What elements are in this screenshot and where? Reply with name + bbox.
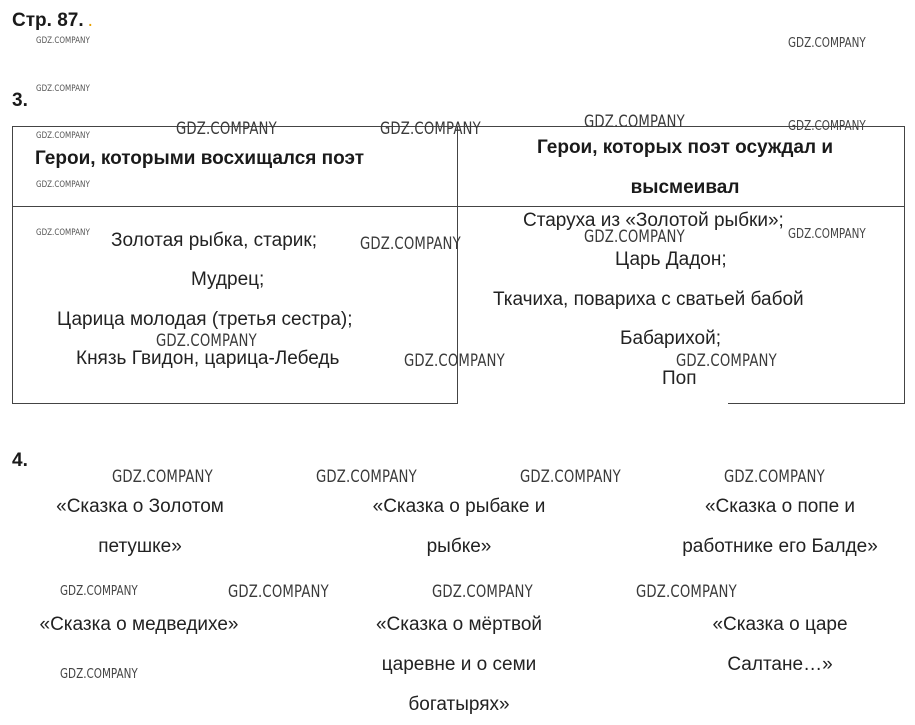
work-line: «Сказка о Золотом — [56, 496, 224, 517]
work-fisherman-and-fish — [345, 487, 573, 567]
right-line-1: Старуха из «Золотой рыбки»; — [523, 210, 784, 231]
watermark: GDZ.COMPANY — [788, 36, 866, 51]
watermark: GDZ.COMPANY — [156, 331, 257, 351]
task-4-number: 4. — [12, 450, 28, 471]
table-bottom-border-right — [728, 403, 905, 404]
work-line: «Сказка о попе и — [704, 496, 856, 517]
page-title — [12, 10, 93, 32]
watermark: GDZ.COMPANY — [724, 467, 825, 487]
watermark: GDZ.COMPANY — [520, 467, 621, 487]
work-line: «Сказка о мёртвой — [375, 614, 543, 635]
watermark: GDZ.COMPANY — [584, 112, 685, 132]
task-3-number: 3. — [12, 90, 28, 111]
watermark: GDZ.COMPANY — [584, 227, 685, 247]
work-line: царевне и о семи — [381, 654, 537, 675]
left-line-4: Князь Гвидон, царица-Лебедь — [76, 348, 340, 369]
left-line-2: Мудрец; — [191, 269, 265, 290]
watermark: GDZ.COMPANY — [60, 584, 138, 599]
watermark: GDZ.COMPANY — [228, 582, 329, 602]
right-line-2: Царь Дадон; — [615, 249, 727, 270]
table-right-border — [904, 126, 905, 404]
watermark: GDZ.COMPANY — [404, 351, 505, 371]
watermark: GDZ.COMPANY — [176, 119, 277, 139]
page-number-label: Стр. 87. — [12, 10, 84, 31]
table-bottom-border-left — [12, 403, 457, 404]
work-priest-and-balda — [655, 487, 905, 567]
watermark: GDZ.COMPANY — [636, 582, 737, 602]
watermark: GDZ.COMPANY — [788, 227, 866, 242]
work-dead-princess — [349, 605, 569, 725]
watermark: GDZ.COMPANY — [36, 84, 90, 94]
work-line: «Сказка о медведихе» — [39, 614, 239, 635]
work-tsar-saltan — [680, 605, 880, 685]
work-line: «Сказка о рыбаке и — [372, 496, 546, 517]
watermark: GDZ.COMPANY — [432, 582, 533, 602]
watermark: GDZ.COMPANY — [60, 667, 138, 682]
watermark: GDZ.COMPANY — [36, 36, 90, 46]
header-admired-heroes: Герои, которыми восхищался поэт — [35, 148, 365, 169]
watermark: GDZ.COMPANY — [788, 119, 866, 134]
work-line: петушке» — [98, 536, 182, 557]
work-line: Салтане…» — [727, 654, 833, 675]
right-line-4: Бабарихой; — [620, 328, 721, 349]
watermark: GDZ.COMPANY — [360, 234, 461, 254]
table-left-border — [12, 126, 13, 404]
watermark: GDZ.COMPANY — [36, 131, 90, 141]
watermark: GDZ.COMPANY — [36, 228, 90, 238]
title-dot: . — [87, 10, 93, 31]
left-line-1: Золотая рыбка, старик; — [111, 230, 317, 251]
watermark: GDZ.COMPANY — [112, 467, 213, 487]
right-line-5: Поп — [662, 368, 697, 389]
left-line-3: Царица молодая (третья сестра); — [57, 309, 353, 330]
watermark: GDZ.COMPANY — [380, 119, 481, 139]
right-line-3: Ткачиха, повариха с сватьей бабой — [493, 289, 804, 310]
work-line: рыбке» — [426, 536, 492, 557]
work-she-bear — [14, 605, 264, 645]
watermark: GDZ.COMPANY — [676, 351, 777, 371]
header-condemned-heroes: Герои, которых поэт осуждал и высмеивал — [536, 137, 834, 198]
work-line: работнике его Балде» — [682, 536, 878, 557]
watermark: GDZ.COMPANY — [36, 180, 90, 190]
work-line: «Сказка о царе — [712, 614, 848, 635]
watermark: GDZ.COMPANY — [316, 467, 417, 487]
work-line: богатырях» — [408, 694, 510, 715]
work-golden-cockerel — [30, 487, 250, 567]
